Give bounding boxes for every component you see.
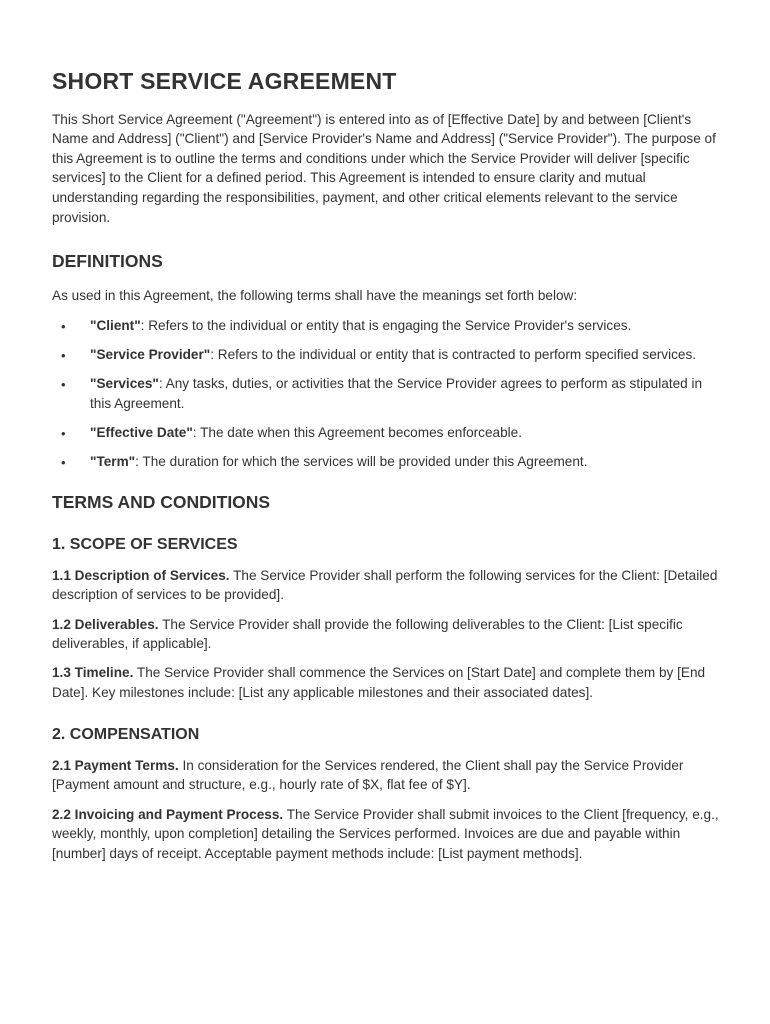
clause-1-2 (52, 615, 720, 654)
clause-label: 2.2 Invoicing and Payment Process. (52, 806, 284, 822)
clause-text: The Service Provider shall perform the following services for the Client: [Detailed description of services to be provided]. (52, 567, 718, 603)
clause-label: 1.1 Description of Services. (52, 567, 230, 583)
definition-text: : The duration for which the services will be provided under this Agreement. (135, 454, 588, 470)
document-title: SHORT SERVICE AGREEMENT (52, 68, 397, 94)
bullet-icon: • (61, 347, 66, 363)
definition-text: : Refers to the individual or entity that is contracted to perform specified services. (210, 346, 697, 362)
clause-label: 1.3 Timeline. (52, 665, 134, 681)
clause-text: The Service Provider shall provide the following deliverables to the Client: [List specific deliverables, if applicable]. (52, 616, 683, 652)
definitions-lead: As used in this Agreement, the following terms shall have the meanings set forth below: (52, 288, 578, 304)
clause-text: In consideration for the Services rendered, the Client shall pay the Service Provider [Payment amount and structure, e.g., hourly rate of $X, flat fee of $Y]. (52, 757, 684, 793)
definition-text: : Any tasks, duties, or activities that the Service Provider agrees to perform as stipulated in this Agreement. (90, 376, 703, 411)
intro-paragraph: This Short Service Agreement ("Agreement") is entered into as of [Effective Date] by and between [Client's Name and Address] ("Client") and [Service Provider's Name and Address] ("Service Provider"). The purpose of this Agreement is to outline the terms and conditions under which the Service Provider will deliver [specific services] to the Client for a defined period. This Agreement is intended to ensure clarity and mutual understanding regarding the responsibilities, payment, and other critical elements relevant to the service provision. (52, 111, 716, 225)
bullet-icon: • (61, 318, 66, 334)
bullet-icon: • (61, 455, 66, 471)
clause-text: The Service Provider shall commence the Services on [Start Date] and complete them by [End Date]. Key milestones include: [List any applicable milestones and their associated dates]. (52, 665, 706, 701)
clause-1-3 (52, 663, 720, 702)
clause-1-1 (52, 566, 720, 605)
definition-term: "Service Provider" (90, 346, 211, 362)
definition-text: : Refers to the individual or entity that is engaging the Service Provider's services. (140, 317, 632, 333)
definition-term: "Client" (90, 317, 141, 333)
definition-term: "Services" (90, 376, 159, 392)
bullet-icon: • (61, 377, 66, 393)
clause-label: 1.2 Deliverables. (52, 616, 159, 632)
compensation-heading: 2. COMPENSATION (52, 725, 200, 743)
clause-label: 2.1 Payment Terms. (52, 757, 179, 773)
definition-term: "Term" (90, 454, 136, 470)
definition-text: : The date when this Agreement becomes enforceable. (192, 424, 523, 440)
terms-heading: TERMS AND CONDITIONS (52, 491, 271, 512)
scope-heading: 1. SCOPE OF SERVICES (52, 535, 238, 553)
definition-item-client (52, 316, 720, 336)
definition-term: "Effective Date" (90, 424, 193, 440)
clause-2-2 (52, 805, 720, 864)
definition-item-term (52, 452, 720, 472)
definition-item-effective-date (52, 423, 720, 443)
definitions-list (52, 316, 720, 472)
definition-item-service-provider (52, 345, 720, 365)
definitions-heading: DEFINITIONS (52, 251, 163, 272)
clause-2-1 (52, 756, 720, 795)
definition-item-services (52, 374, 720, 413)
document-page (52, 68, 720, 873)
clause-text: The Service Provider shall submit invoices to the Client [frequency, e.g., weekly, monthly, upon completion] detailing the Services performed. Invoices are due and payable within [number] days of receipt. Acceptable payment methods include: [List payment methods]. (52, 806, 719, 861)
bullet-icon: • (61, 425, 66, 441)
